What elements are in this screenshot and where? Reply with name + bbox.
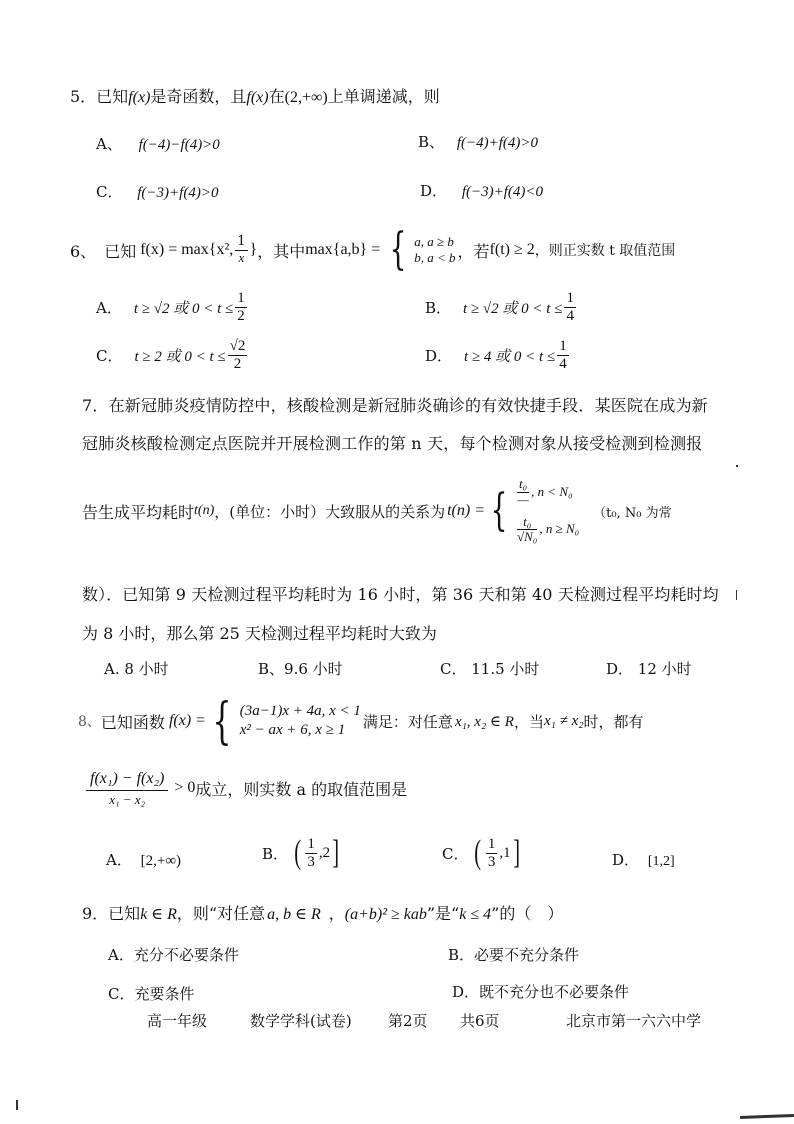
q6-d-label: D． (425, 346, 453, 365)
q6-option-a (96, 290, 249, 324)
q8-option-a (106, 849, 181, 870)
q5-option-a (96, 133, 220, 154)
q6-a-den: 2 (237, 307, 245, 324)
q6-b-pre: t ≥ √2 或 0 < t ≤ (463, 300, 563, 317)
q8-brace: { (212, 692, 232, 750)
q8-c-num: 1 (487, 836, 496, 852)
q5-a-label: A、 (96, 135, 122, 153)
q5-interval: (2,+∞) (284, 89, 328, 106)
q8-c-den: 3 (487, 853, 496, 870)
q8-a-expr: [2,+∞) (140, 853, 182, 869)
q5-option-b (418, 131, 538, 152)
q6-c-pre: t ≥ 2 或 0 < t ≤ (134, 348, 226, 365)
q5-a-expr: f(−4)−f(4)>0 (138, 137, 220, 153)
q5-option-d (420, 180, 543, 201)
q5-fx: f(x) (128, 89, 151, 106)
q8-a-label: A． (106, 851, 132, 869)
q6-d-num: 1 (559, 338, 567, 354)
q6-stem (70, 224, 676, 275)
q6-a-pre: t ≥ √2 或 0 < t ≤ (133, 300, 234, 317)
q6-frac-den: x (238, 249, 245, 265)
q7-case2-num: t₀ (517, 515, 537, 530)
q9-pre: 9．已知 (82, 904, 141, 923)
q9-mid: ，则“对任意 (176, 904, 266, 923)
q9-option-c: C．充要条件 (108, 985, 195, 1003)
q6-brace: { (389, 224, 407, 275)
q6-frac (235, 235, 247, 265)
q6-f-def: f(x) = max{x², (140, 241, 234, 258)
q8-option-d (612, 849, 675, 870)
footer-total: 共6页 (460, 1012, 500, 1030)
scan-speck (736, 465, 738, 467)
q5-fx-2: f(x) (246, 89, 269, 106)
q7-cases (485, 477, 579, 544)
q9-ineq: (a+b)² ≥ kab (344, 906, 427, 923)
q6-pre: 已知 (104, 241, 137, 261)
q6-cond: f(t) ≥ 2 (489, 241, 535, 258)
q5-b-label: B、 (418, 133, 445, 151)
q5-stem-b: 是奇函数，且 (150, 87, 247, 106)
q6-frac-num: 1 (237, 234, 246, 250)
q7-line-5: 为 8 小时，那么第 25 天检测过程平均耗时大致为 (82, 624, 437, 643)
q5-option-c (96, 181, 218, 202)
q8-line2-tail: 成立，则实数 a 的取值范围是 (195, 779, 408, 799)
q7-case1-cond: , n < N₀ (531, 483, 573, 499)
q9-k4: k ≤ 4 (459, 906, 492, 923)
q7-line3-b: ，(单位：小时）大致服从的关系为 (214, 502, 446, 521)
q5-b-expr: f(−4)+f(4)>0 (456, 135, 538, 151)
q7-tn: t(n) (194, 503, 215, 518)
q5-c-expr: f(−3)+f(4)>0 (137, 185, 219, 201)
q9-option-a: A．充分不必要条件 (108, 946, 239, 964)
q7-case1-frac (517, 477, 529, 507)
q9-ab: a, b ∈ R (267, 906, 321, 923)
q8-case-2: x² − ax + 6, x ≥ 1 (239, 722, 346, 738)
footer-grade: 高一年级 (147, 1012, 208, 1030)
q7-line-1: 7．在新冠肺炎疫情防控中，核酸检测是新冠肺炎确诊的有效快捷手段．某医院在成为新 (82, 396, 708, 415)
q8-b-tail: ,2 (318, 844, 331, 861)
q6-d-frac (557, 338, 569, 372)
q8-line-2 (84, 770, 407, 807)
footer-school: 北京市第一六六中学 (566, 1012, 702, 1030)
q6-a-frac (235, 290, 247, 324)
q7-tn-eq: t(n) = (447, 502, 485, 519)
q7-line-2: 冠肺炎核酸检测定点医院并开展检测工作的第 n 天，每个检测对象从接受检测到检测报 (82, 434, 703, 453)
q6-b-den: 4 (566, 307, 574, 324)
q8-d-label: D． (612, 851, 640, 869)
q6-case-2: b, a < b (414, 250, 456, 265)
q8-option-c: C． ( $\frac{1}{3}$ ,1 ] (442, 834, 520, 871)
scan-edge-line (740, 1114, 794, 1119)
q8-tail: 时，都有 (583, 712, 644, 731)
q8-frac (86, 770, 168, 807)
q7-option-a: A. 8 小时 (104, 660, 169, 678)
q8-pre: 已知函数 (100, 712, 165, 732)
q6-max-ab: max{a,b} = (305, 241, 381, 258)
q7-line3-c: （t₀, N₀ 为常 (593, 505, 672, 521)
q6-option-b (425, 290, 578, 324)
q8-stem (78, 692, 643, 750)
q6-c-label: C． (96, 346, 123, 365)
q8-c-frac (486, 836, 498, 870)
q6-cases (384, 224, 456, 275)
q6-close: } (249, 241, 258, 258)
q6-c-num: √2 (229, 338, 246, 354)
q5-d-label: D． (420, 182, 448, 200)
q8-mid2: ，当 (513, 712, 544, 731)
q8-num: 8、 (78, 714, 101, 730)
q8-b-den: 3 (307, 853, 315, 870)
q6-b-label: B． (425, 298, 452, 317)
q7-line3-a: 告生成平均耗时 (82, 502, 195, 522)
q6-d-den: 4 (559, 355, 567, 372)
q8-b-num: 1 (307, 836, 315, 852)
q6-post: ，若 (457, 241, 490, 261)
q8-neq: x₁ ≠ x₂ (543, 712, 584, 729)
q6-option-c (96, 338, 249, 372)
q5-stem-c: 在 (268, 87, 285, 106)
q8-case-1: (3a−1)x + 4a, x < 1 (239, 703, 361, 720)
q5-d-expr: f(−3)+f(4)<0 (461, 184, 543, 200)
q6-d-pre: t ≥ 4 或 0 < t ≤ (464, 348, 556, 365)
q5-stem-d: 上单调递减，则 (327, 87, 440, 106)
q8-cases (206, 692, 361, 750)
q8-frac-num: f(x₁) − f(x₂) (86, 770, 168, 791)
q6-a-num: 1 (237, 290, 245, 306)
q9-stem: 9．已知k ∈ R，则“对任意 a, b ∈ R ，(a+b)² ≥ kab”是“k ≤ 4”的（ ） (82, 904, 564, 923)
q6-b-frac (564, 290, 576, 324)
q6-b-num: 1 (566, 290, 574, 306)
q8-vars: x₁, x₂ ∈ R (454, 713, 514, 730)
q6-num: 6、 (70, 241, 97, 261)
q7-line-3 (82, 466, 672, 556)
footer-subject: 数学学科(试卷) (250, 1012, 352, 1030)
q8-d-expr: [1,2] (647, 854, 675, 869)
q9-k: k ∈ R (140, 906, 177, 923)
q9-option-b: B．必要不充分条件 (448, 946, 580, 964)
q7-case1-num: t₀ (519, 476, 528, 492)
q8-gt: > 0 (174, 779, 196, 797)
q6-option-d (425, 338, 571, 372)
q6-tail: ，则正实数 t 取值范围 (534, 243, 676, 259)
q7-case2-frac (517, 515, 537, 545)
q7-case1-den: — (517, 491, 529, 507)
footer-page: 第2页 (388, 1012, 428, 1030)
q8-c-tail: ,1 (499, 844, 511, 861)
q8-c-label: C． (442, 844, 469, 863)
q7-case2-cond: , n ≥ N₀ (539, 521, 580, 537)
q7-option-b: B、9.6 小时 (258, 660, 343, 678)
q7-case2-den: √N₀ (517, 529, 538, 545)
q5-stem-a: 5．已知 (70, 87, 129, 106)
q9-mid2: ”是“ (426, 904, 460, 923)
q8-option-b: B． ( $\frac{1}{3}$ ,2 ] (262, 834, 340, 871)
scan-mark (736, 590, 737, 600)
q7-line-4: 数）．已知第 9 天检测过程平均耗时为 16 小时，第 36 天和第 40 天检测过程平均耗时均 (82, 585, 719, 604)
q8-mid: 满足：对任意 (362, 712, 453, 731)
q7-option-d: D． 12 小时 (606, 660, 692, 678)
q5-stem (70, 84, 440, 107)
scan-mark-corner (16, 1100, 18, 1110)
q6-mid: ，其中 (257, 241, 306, 261)
q9-tail: ”的（ ） (491, 904, 564, 923)
q6-c-frac (228, 338, 248, 372)
q7-brace: { (490, 485, 508, 536)
q6-a-label: A． (96, 298, 122, 317)
q5-c-label: C． (96, 183, 123, 201)
q6-c-den: 2 (233, 355, 242, 372)
q9-option-d: D．既不充分也不必要条件 (452, 983, 630, 1001)
q8-b-label: B． (262, 844, 289, 863)
q6-case-1: a, a ≥ b (414, 233, 454, 249)
q8-frac-den: x₁ − x₂ (109, 791, 146, 807)
q7-option-c: C． 11.5 小时 (440, 660, 540, 678)
q8-b-frac (305, 836, 317, 870)
q8-fx-eq: f(x) = (168, 712, 206, 729)
